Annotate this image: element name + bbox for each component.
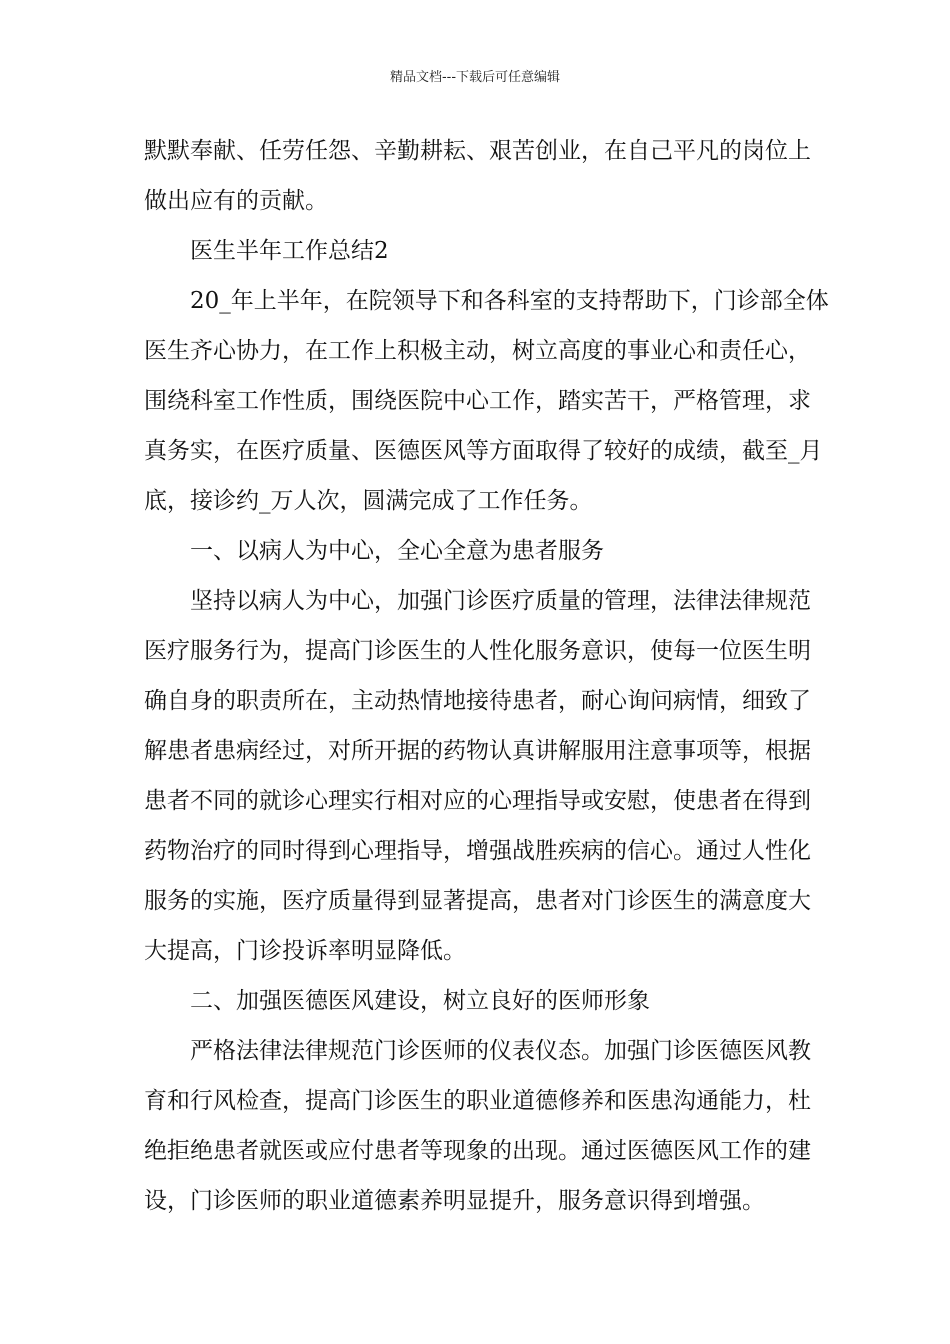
body-line: 做出应有的贡献。	[144, 188, 328, 214]
body-line: 围绕科室工作性质，围绕医院中心工作，踏实苦干，严格管理，求	[144, 388, 811, 414]
body-line: 绝拒绝患者就医或应付患者等现象的出现。通过医德医风工作的建	[144, 1138, 811, 1164]
body-line: 设，门诊医师的职业道德素养明显提升，服务意识得到增强。	[144, 1188, 765, 1214]
body-line: 医疗服务行为，提高门诊医生的人性化服务意识，使每一位医生明	[144, 638, 811, 664]
body-line: 育和行风检查，提高门诊医生的职业道德修养和医患沟通能力，杜	[144, 1088, 811, 1114]
body-line: 底，接诊约_万人次，圆满完成了工作任务。	[144, 488, 593, 514]
paragraph-start: 坚持以病人为中心，加强门诊医疗质量的管理，法律法律规范	[190, 588, 811, 614]
paragraph-start: 20_年上半年，在院领导下和各科室的支持帮助下，门诊部全体	[190, 288, 829, 314]
subheading-2: 二、加强医德医风建设，树立良好的医师形象	[190, 988, 650, 1014]
body-line: 确自身的职责所在，主动热情地接待患者，耐心询问病情，细致了	[144, 688, 811, 714]
subheading-1: 一、以病人为中心，全心全意为患者服务	[190, 538, 604, 564]
document-body	[144, 126, 829, 1226]
body-line: 解患者患病经过，对所开据的药物认真讲解服用注意事项等，根据	[144, 738, 811, 764]
body-line: 患者不同的就诊心理实行相对应的心理指导或安慰，使患者在得到	[144, 788, 811, 814]
page-header: 精品文档---下载后可任意编辑	[389, 70, 561, 85]
body-line: 药物治疗的同时得到心理指导，增强战胜疾病的信心。通过人性化	[144, 838, 811, 864]
body-line: 大提高，门诊投诉率明显降低。	[144, 938, 466, 964]
body-line: 真务实，在医疗质量、医德医风等方面取得了较好的成绩，截至_月	[144, 438, 823, 464]
paragraph-start: 严格法律法律规范门诊医师的仪表仪态。加强门诊医德医风教	[190, 1038, 811, 1064]
body-line: 医生齐心协力，在工作上积极主动，树立高度的事业心和责任心，	[144, 338, 811, 364]
section-title: 医生半年工作总结2	[190, 238, 389, 264]
body-line: 默默奉献、任劳任怨、辛勤耕耘、艰苦创业，在自己平凡的岗位上	[144, 138, 811, 164]
body-line: 服务的实施，医疗质量得到显著提高，患者对门诊医生的满意度大	[144, 888, 811, 914]
